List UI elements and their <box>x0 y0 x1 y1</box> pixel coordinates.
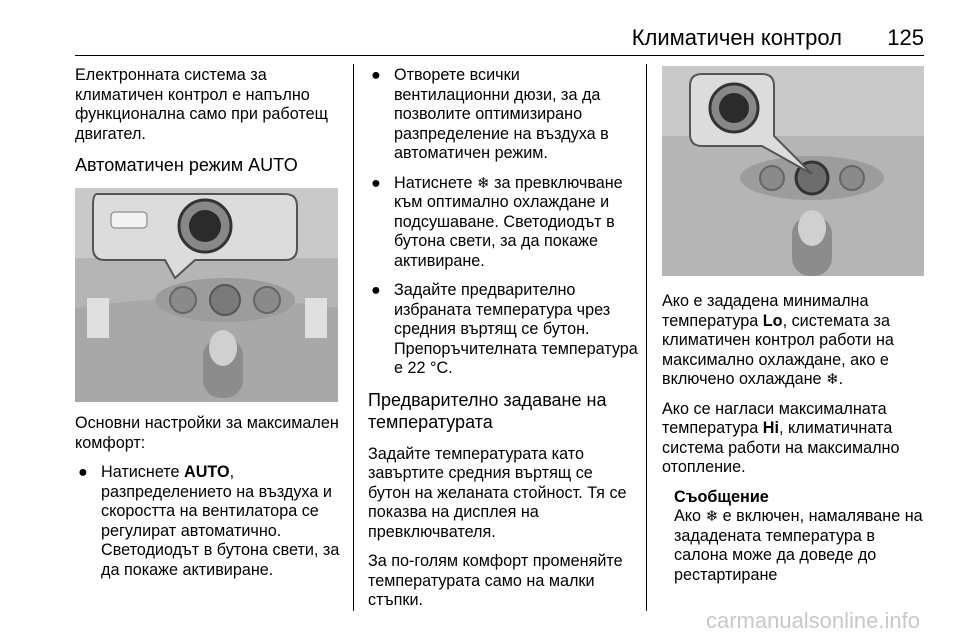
climate-panel-illustration <box>75 188 338 402</box>
note-box <box>662 488 924 586</box>
note-title: Съобщение <box>674 487 769 506</box>
bullet-cooling: ● Натиснете ❄ за превключване към оптимално охлаждане и подсушаване. Светодиодът в бутона свети, за да покаже активиране. <box>371 173 623 270</box>
hi-label: Hi <box>762 419 779 437</box>
snowflake-icon: ❄ <box>826 371 839 388</box>
column-2 <box>368 66 638 621</box>
lo-paragraph: Ако е зададена минимална температура Lo, системата за климатичен контрол работи на максимално охлаждане, ако е включено охлаждане ❄. <box>662 292 894 388</box>
section-title: Климатичен контрол <box>631 25 842 50</box>
page-header <box>0 0 960 58</box>
snowflake-icon: ❄ <box>705 508 719 525</box>
bullet-auto: ● Натиснете AUTO, разпределението на въздуха и скоростта на вентилатора се регулират автоматично. Светодиодът в бутона свети, за да покаже активиране. <box>78 463 340 579</box>
column-divider-1 <box>353 64 354 611</box>
temperature-knob-illustration <box>662 66 924 276</box>
section-heading-preset: Предварително задаване на температурата <box>368 389 607 432</box>
temperature-knob-photo <box>662 66 924 276</box>
hi-paragraph: Ако се нагласи максималната температура Hi, климатичната система работи на максимално отопление. <box>662 399 900 476</box>
watermark: carmanualsonline.info <box>705 608 920 633</box>
snowflake-icon: ❄ <box>477 174 490 192</box>
intro-paragraph: Електронната система за климатичен контрол е напълно функционална само при работещ двигател. <box>75 66 328 143</box>
page-number: 125 <box>887 25 924 50</box>
section-heading-auto: Автоматичен режим AUTO <box>75 155 298 175</box>
climate-panel-photo <box>75 188 338 402</box>
photo-caption: Основни настройки за максимален комфорт: <box>75 414 339 452</box>
column-3 <box>662 66 924 585</box>
column-1 <box>75 66 343 590</box>
preset-paragraph-1: Задайте температурата като завъртите средния въртящ се бутон на желаната стойност. Тя се показва на дисплея на превключвателя. <box>368 444 627 541</box>
setup-bullets <box>368 66 638 379</box>
bullet-temperature: ● Задайте предварително избраната температура чрез средния въртящ се бутон. Препоръчителната температура е 22 °C. <box>371 281 638 377</box>
auto-label: AUTO <box>184 463 230 481</box>
auto-bullets <box>75 463 343 580</box>
bullet-vents: ● Отворете всички вентилационни дюзи, за да позволите оптимизирано разпределение на въздуха в автоматичен режим. <box>371 66 609 162</box>
column-divider-2 <box>646 64 647 611</box>
lo-label: Lo <box>762 311 783 330</box>
header-rule <box>75 55 924 56</box>
bullet-dot: ● <box>78 463 88 481</box>
preset-paragraph-2: За по-голям комфорт променяйте температурата само на малки стъпки. <box>368 552 623 609</box>
note-text: Ако ❄ е включен, намаляване на зададената температура в салона може да доведе до рестартиране <box>674 507 923 584</box>
